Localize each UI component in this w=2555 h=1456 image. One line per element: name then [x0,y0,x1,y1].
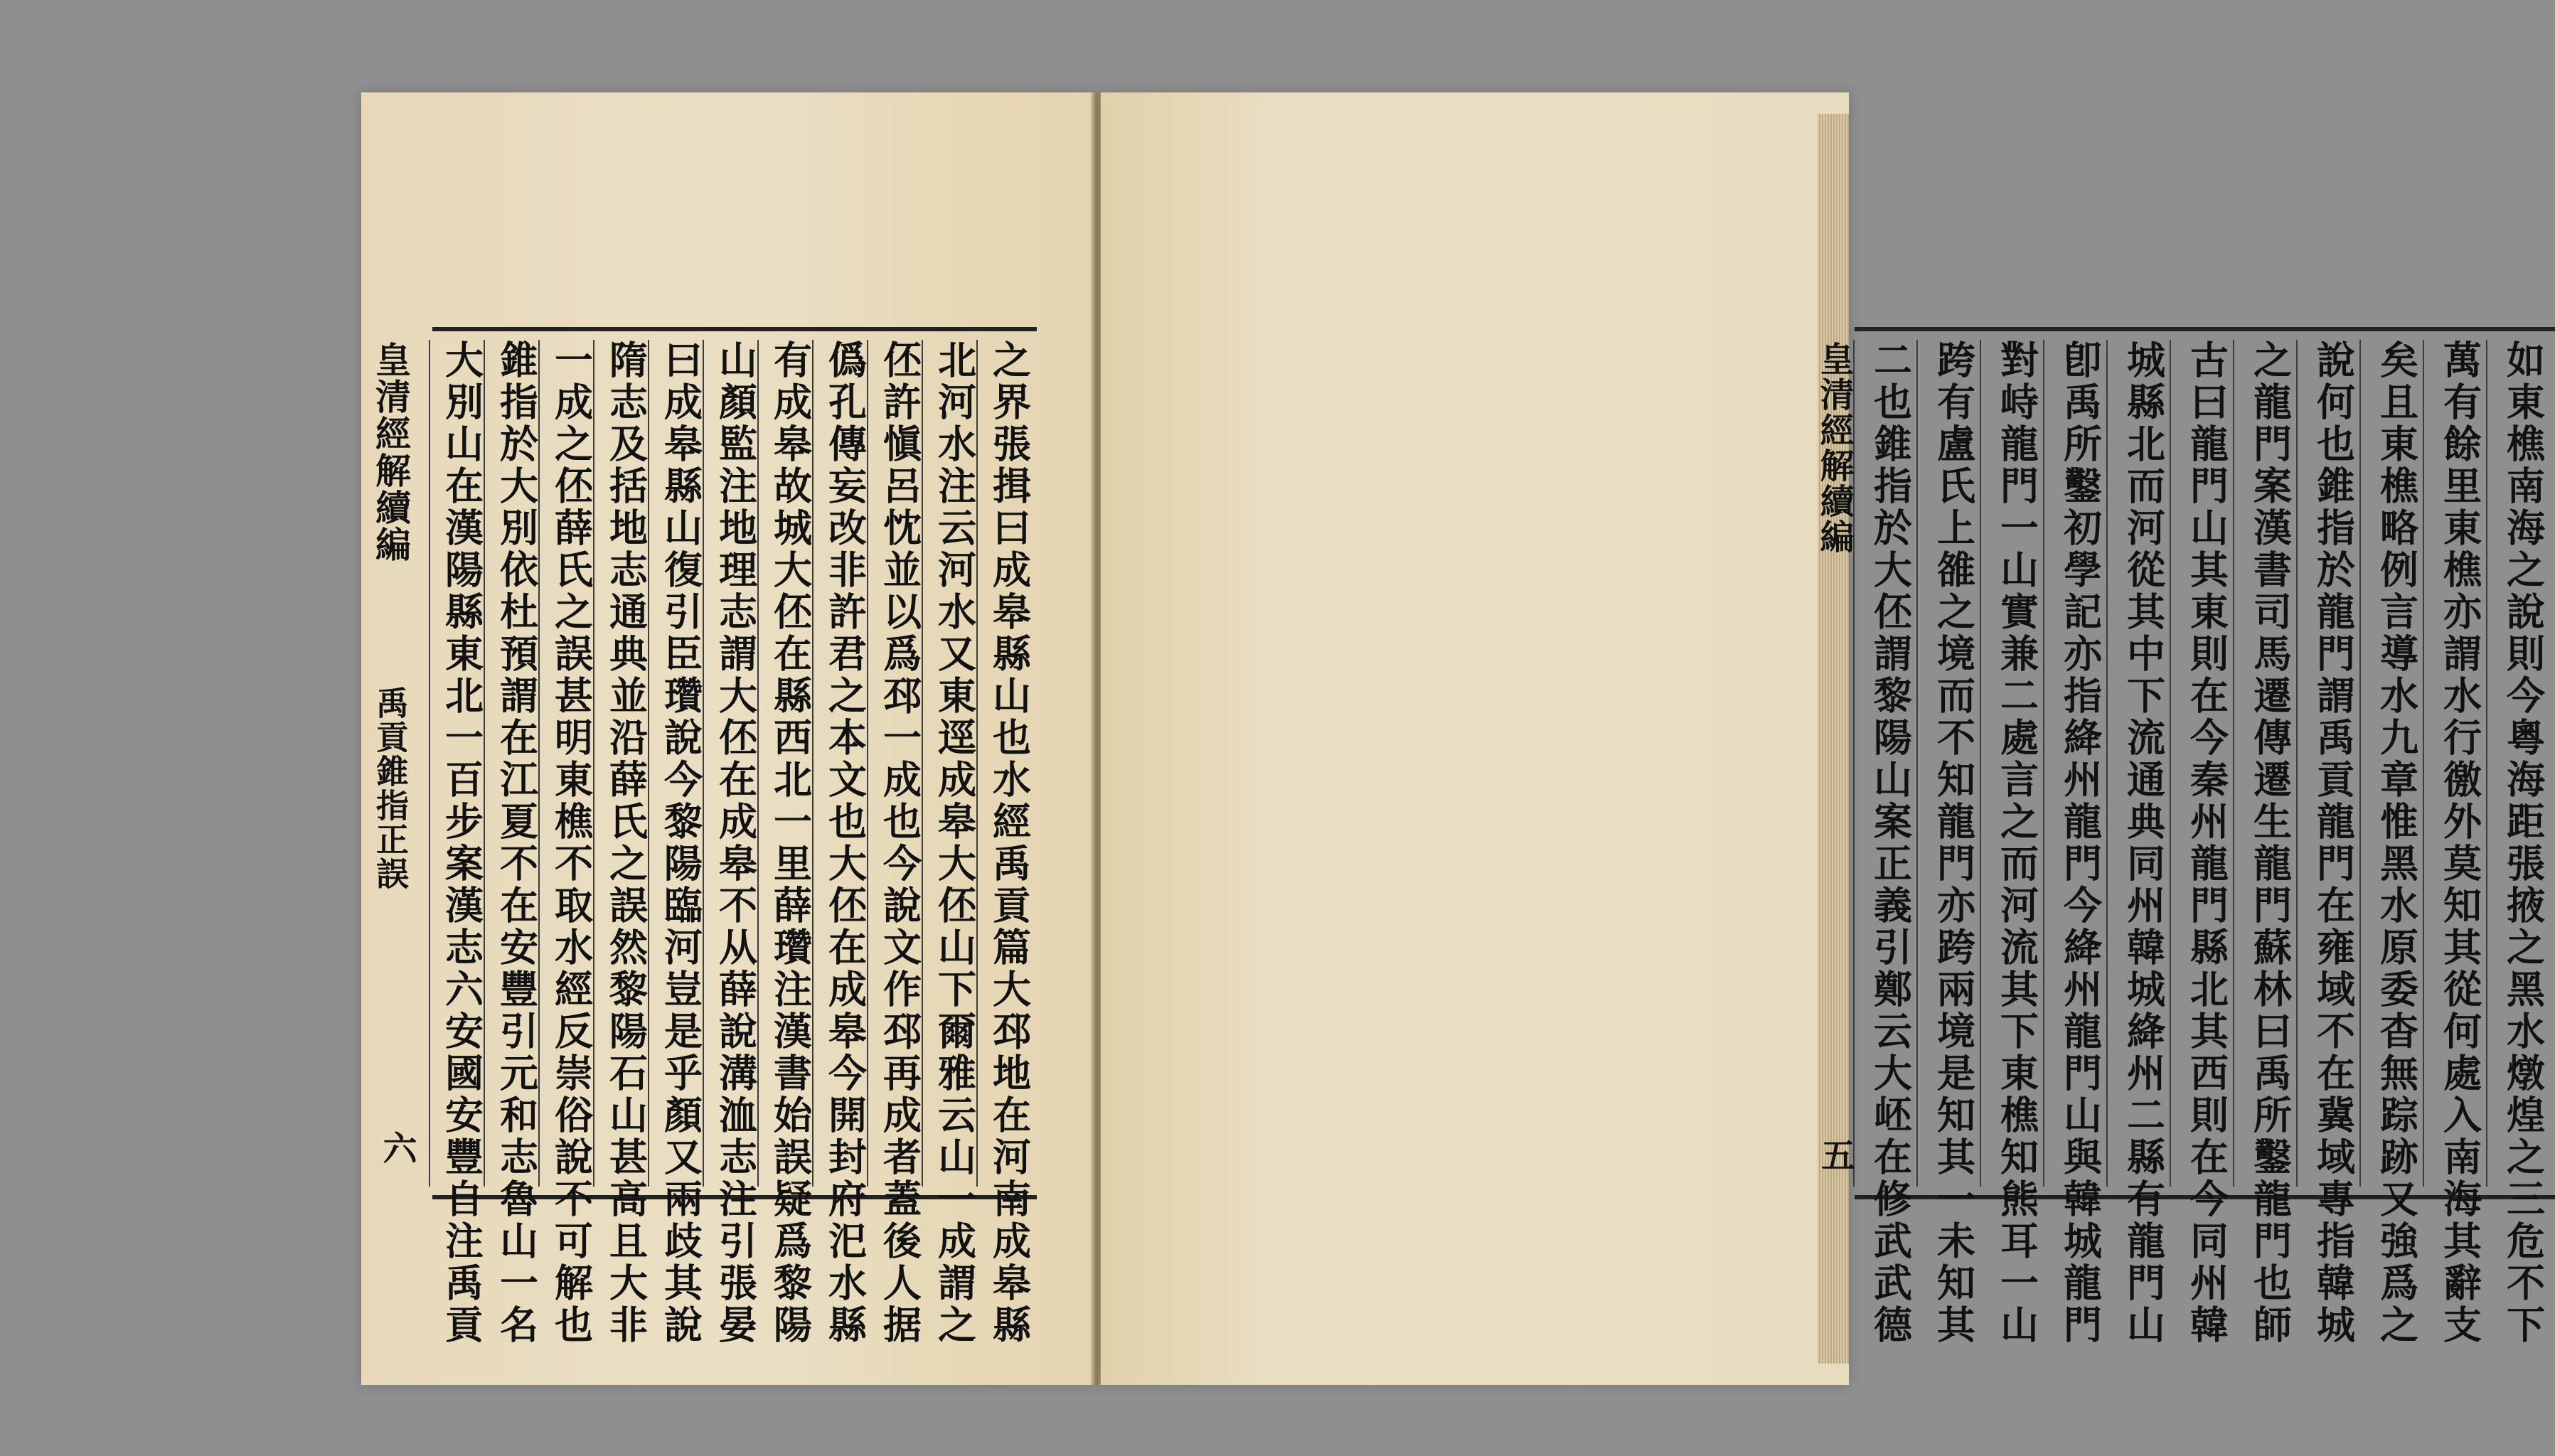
left-margin-subtitle: 禹貢錐指正誤 [371,686,410,891]
text-column: 錐指於大別依杜預謂在江夏不在安豐引元和志魯山一名 [489,340,544,1187]
text-column: 跨有盧氏上雒之境而不知龍門亦跨兩境是知其一未知其 [1922,340,1985,1187]
left-page [361,92,1094,1385]
book-spread [361,92,2546,1385]
right-margin-title: 皇清經解續編 [1814,341,1854,555]
text-column: 一成之伾薛氏之誤甚明東樵不取水經反崇俗說不可解也 [544,340,599,1187]
text-column: 卽禹所鑿初學記亦指絳州龍門今絳州龍門山與韓城龍門 [2049,340,2112,1187]
text-column: 說何也錐指於龍門謂禹貢龍門在雍域不在冀域專指韓城 [2302,340,2365,1187]
right-text-block [1855,327,2555,1347]
text-column: 之界張揖曰成皋縣山也水經禹貢篇大邳地在河南成皋縣 [982,340,1037,1187]
text-column: 對峙龍門一山實兼二處言之而河流其下東樵知熊耳一山 [1985,340,2049,1187]
left-text-block [432,327,1037,1347]
text-column: 曰成皋縣山復引臣瓚說今黎陽臨河豈是乎顏又兩歧其說 [654,340,708,1187]
right-page [1101,92,2546,1385]
text-column: 僞孔傳妄改非許君之本文也大伾在成皋今開封府汜水縣 [818,340,873,1187]
left-page-number: 六 [377,1130,417,1168]
text-column: 隋志及括地志通典並沿薛氏之誤然黎陽石山甚高且大非 [599,340,654,1187]
text-column: 之龍門案漢書司馬遷傳遷生龍門蘇林曰禹所鑿龍門也師 [2239,340,2302,1187]
text-column: 二也錐指於大伾謂黎陽山案正義引鄭云大岯在修武武德 [1859,340,1922,1187]
text-column: 伾許愼呂忱並以爲邳一成也今說文作邳再成者蓋後人据 [873,340,927,1187]
text-column: 城縣北而河從其中下流通典同州韓城絳州二縣有龍門山 [2112,340,2175,1187]
text-column: 古曰龍門山其東則在今秦州龍門縣北其西則在今同州韓 [2175,340,2239,1187]
page-fore-edge [1818,114,1849,1364]
text-column: 矣且東樵略例言導水九章惟黑水原委杳無踪跡又強爲之 [2365,340,2428,1187]
text-column: 山顏監注地理志謂大伾在成皋不从薛說溝洫志注引張晏 [708,340,763,1187]
right-page-number: 五 [1815,1138,1855,1175]
text-column: 有成皋故城大伾在縣西北一里薛瓚注漢書始誤疑爲黎陽 [763,340,818,1187]
left-margin-title: 皇清經解續編 [370,341,412,563]
text-column: 如東樵南海之說則今粵海距張掖之黑水燉煌之三危不下 [2492,340,2555,1187]
text-column: 北河水注云河水又東逕成皋大伾山下爾雅云山一成謂之 [927,340,982,1187]
text-column: 大別山在漢陽縣東北一百步案漢志六安國安豐自注禹貢 [434,340,489,1187]
text-column: 萬有餘里東樵亦謂水行徼外莫知其從何處入南海其辭支 [2428,340,2492,1187]
